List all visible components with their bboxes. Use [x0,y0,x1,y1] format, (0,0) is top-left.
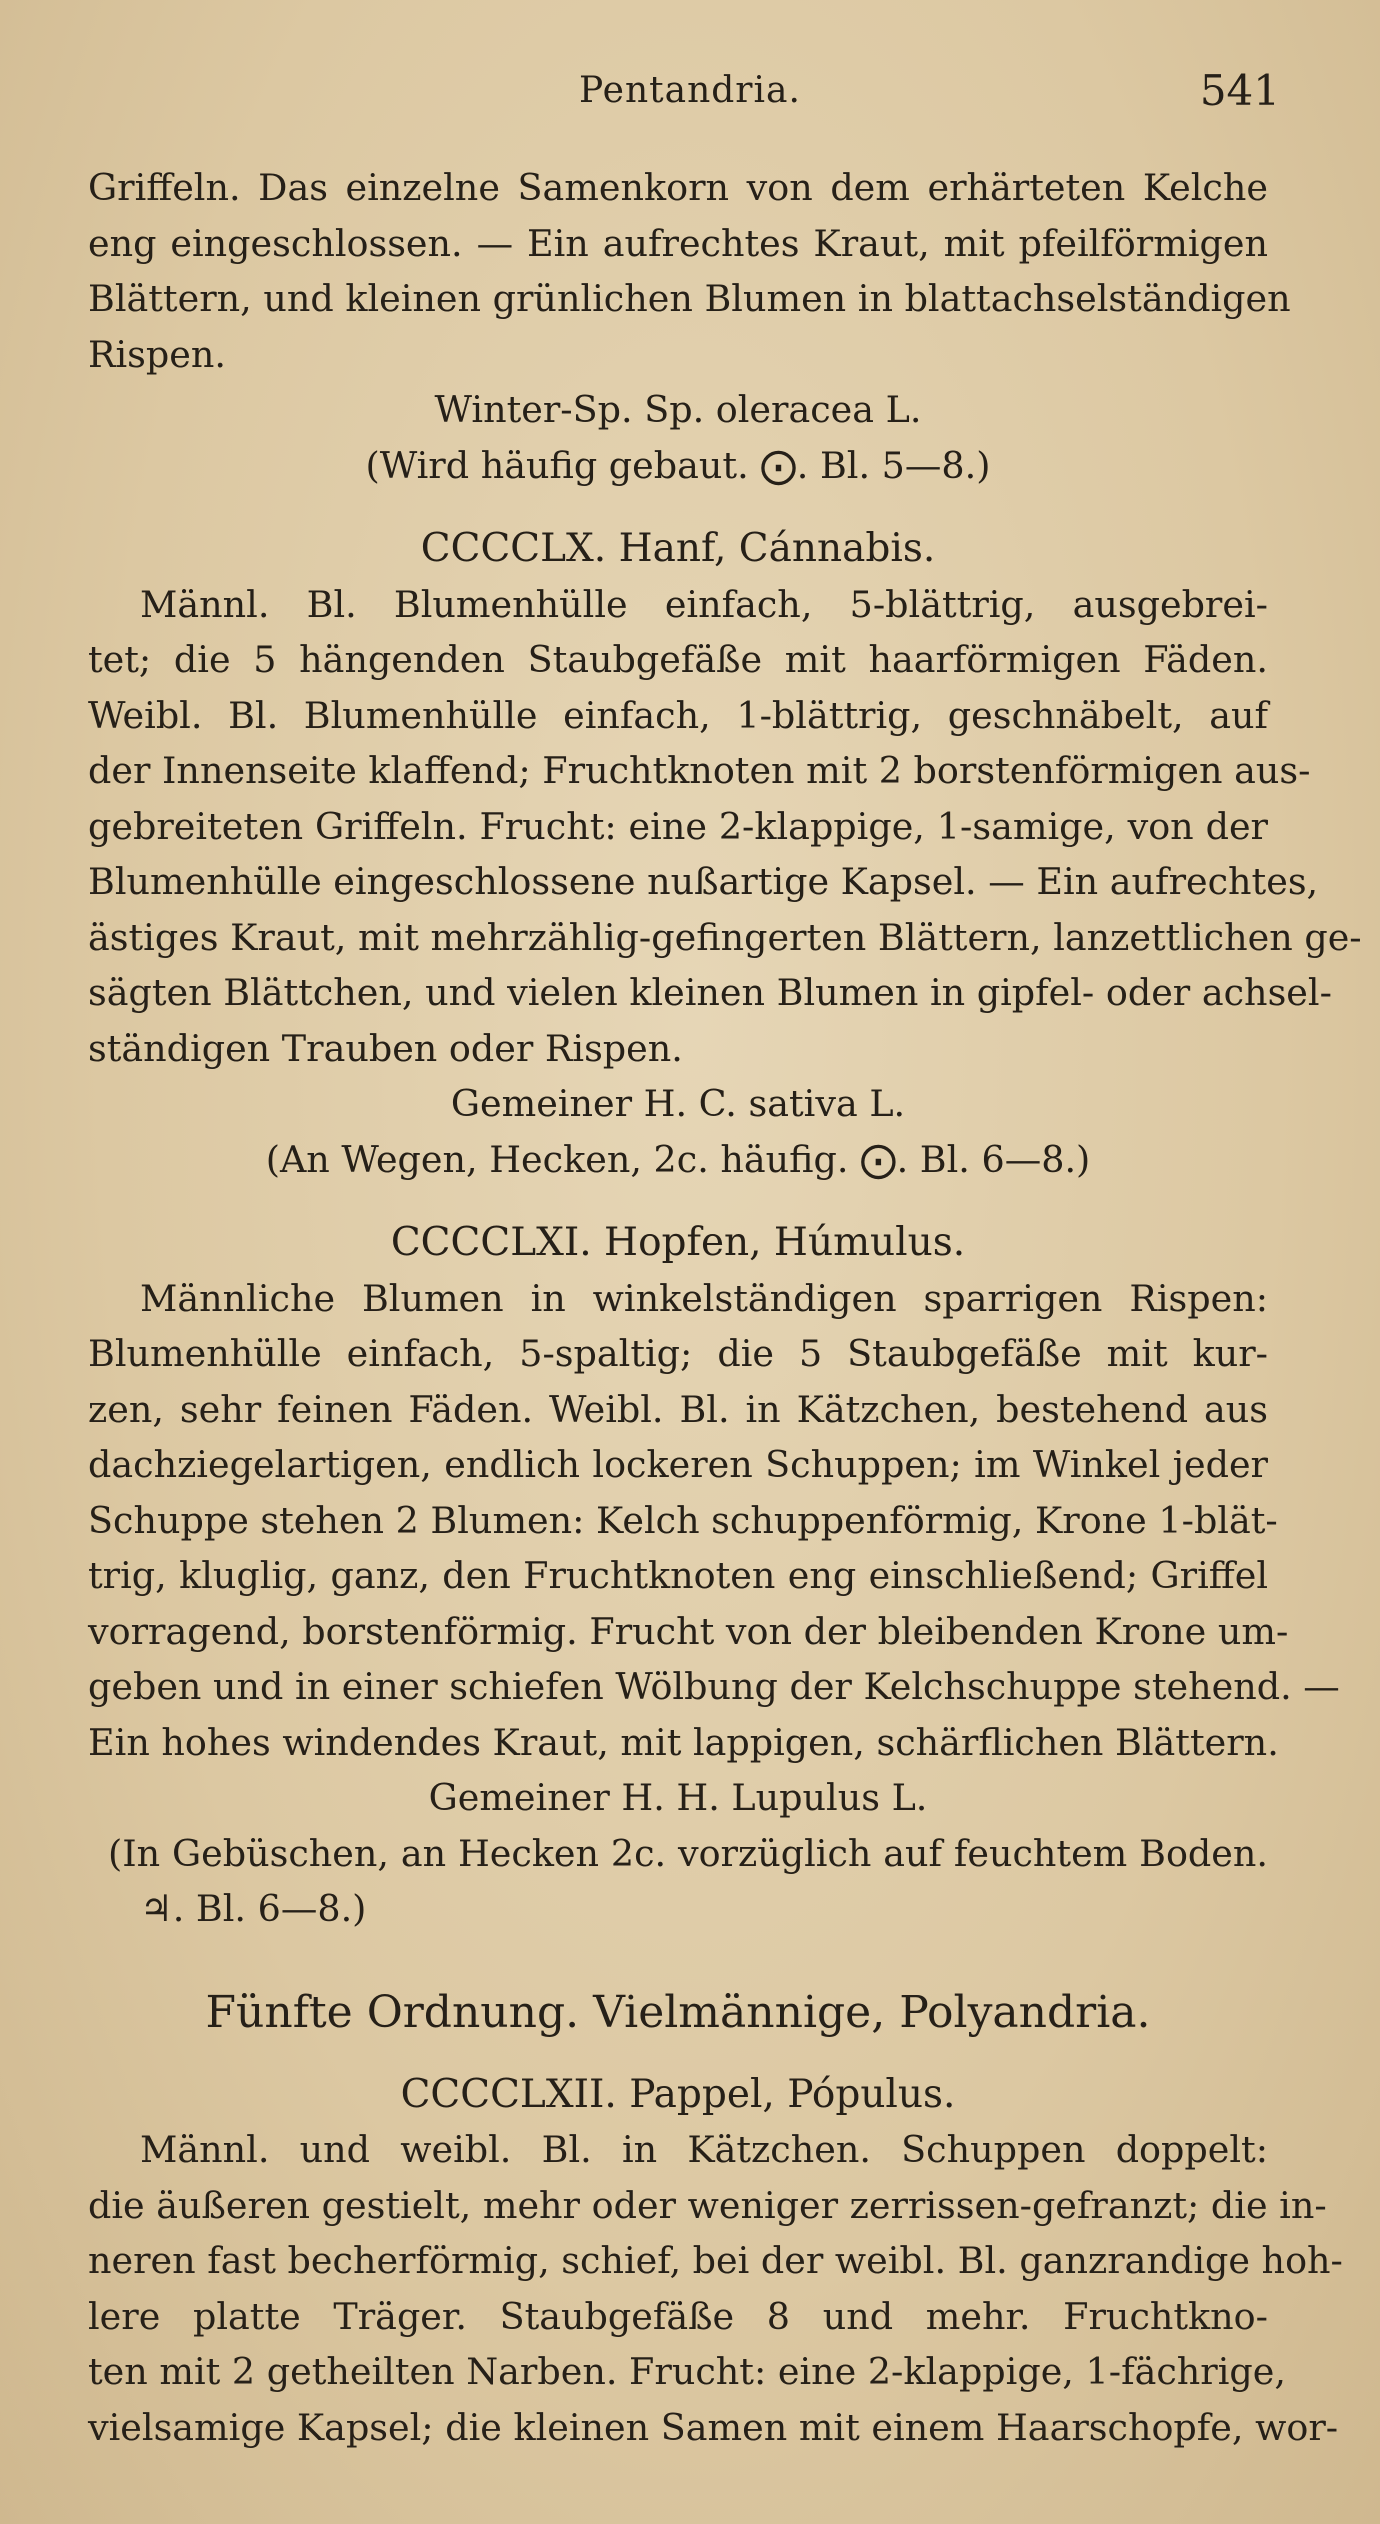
page-header [100,66,1280,130]
text-line: gebreiteten Griffeln. Frucht: eine 2-klappige, 1-samige, von der [88,804,1268,848]
text-line: Blättern, und kleinen grünlichen Blumen in blattachselständigen [88,277,1291,320]
text-line: lere platte Träger. Staubgefäße 8 und mehr. Fruchtkno- [88,2294,1268,2338]
text-line: der Innenseite klaffend; Fruchtknoten mit 2 borstenförmigen aus- [88,749,1311,792]
species-note: (In Gebüschen, an Hecken 2c. vorzüglich auf feuchtem Boden. [108,1831,1268,1875]
page-body [88,160,1362,2455]
text-line: neren fast becherförmig, schief, bei der weibl. Bl. ganzrandige hoh- [88,2239,1343,2282]
species-entry: Winter-Sp. Sp. oleracea L. [434,388,922,431]
text-line: ständigen Trauben oder Rispen. [88,1026,683,1070]
species-note: (An Wegen, Hecken, 2c. häufig. ⨀. Bl. 6—8.) [265,1137,1091,1181]
text-line: ten mit 2 getheilten Narben. Frucht: eine 2-klappige, 1-fächrige, [88,2350,1286,2393]
genus-heading-populus: CCCCLXII. Pappel, Pópulus. [400,2071,956,2117]
text-line: die äußeren gestielt, mehr oder weniger zerrissen-gefranzt; die in- [88,2183,1327,2227]
genus-heading-humulus: CCCCLXI. Hopfen, Húmulus. [390,1220,966,1265]
text-line: Weibl. Bl. Blumenhülle einfach, 1-blättrig, geschnäbelt, auf [88,693,1268,737]
species-note: (Wird häufig gebaut. ⨀. Bl. 5—8.) [365,443,991,487]
species-entry: Gemeiner H. C. sativa L. [450,1082,906,1125]
text-line: tet; die 5 hängenden Staubgefäße mit haarförmigen Fäden. [88,638,1268,681]
genus-description-cannabis [88,577,1362,1077]
text-line: ästiges Kraut, mit mehrzählig-gefingerten Blättern, lanzettlichen ge- [88,915,1362,959]
genus-heading-cannabis: CCCCLX. Hanf, Cánnabis. [420,526,936,571]
text-line: Ein hohes windendes Kraut, mit lappigen, schärflichen Blättern. [88,1720,1279,1764]
order-heading: Fünfte Ordnung. Vielmännige, Polyandria. [205,1986,1151,2038]
text-line: zen, sehr feinen Fäden. Weibl. Bl. in Kätzchen, bestehend aus [88,1387,1268,1431]
intro-paragraph [88,160,1291,382]
genus-description-humulus [88,1271,1340,1771]
text-line: geben und in einer schiefen Wölbung der Kelchschuppe stehend. — [88,1665,1340,1708]
text-line: vorragend, borstenförmig. Frucht von der bleibenden Krone um- [88,1609,1289,1653]
text-line: sägten Blättchen, und vielen kleinen Blumen in gipfel- oder achsel- [88,971,1332,1014]
text-line: Griffeln. Das einzelne Samenkorn von dem erhärteten Kelche [88,166,1268,209]
text-line: eng eingeschlossen. — Ein aufrechtes Kraut, mit pfeilförmigen [88,221,1268,265]
text-line: Rispen. [88,332,226,376]
text-line: Blumenhülle eingeschlossene nußartige Kapsel. — Ein aufrechtes, [88,860,1319,903]
genus-description-populus [88,2122,1343,2455]
text-line: Blumenhülle einfach, 5-spaltig; die 5 Staubgefäße mit kur- [88,1332,1268,1375]
page-number: 541 [1199,66,1280,115]
species-note: ♃. Bl. 6—8.) [140,1887,367,1930]
species-entry: Gemeiner H. H. Lupulus L. [428,1776,928,1819]
text-line: Männliche Blumen in winkelständigen sparrigen Rispen: [140,1276,1268,1320]
text-line: dachziegelartigen, endlich lockeren Schuppen; im Winkel jeder [88,1443,1268,1486]
running-title: Pentandria. [579,70,801,111]
text-line: trig, kluglig, ganz, den Fruchtknoten eng einschließend; Griffel [88,1554,1268,1597]
text-line: vielsamige Kapsel; die kleinen Samen mit einem Haarschopfe, wor- [88,2405,1339,2449]
text-line: Männl. und weibl. Bl. in Kätzchen. Schuppen doppelt: [140,2128,1268,2171]
text-line: Männl. Bl. Blumenhülle einfach, 5-blättrig, ausgebrei- [140,582,1268,626]
text-line: Schuppe stehen 2 Blumen: Kelch schuppenförmig, Krone 1-blät- [88,1498,1278,1542]
